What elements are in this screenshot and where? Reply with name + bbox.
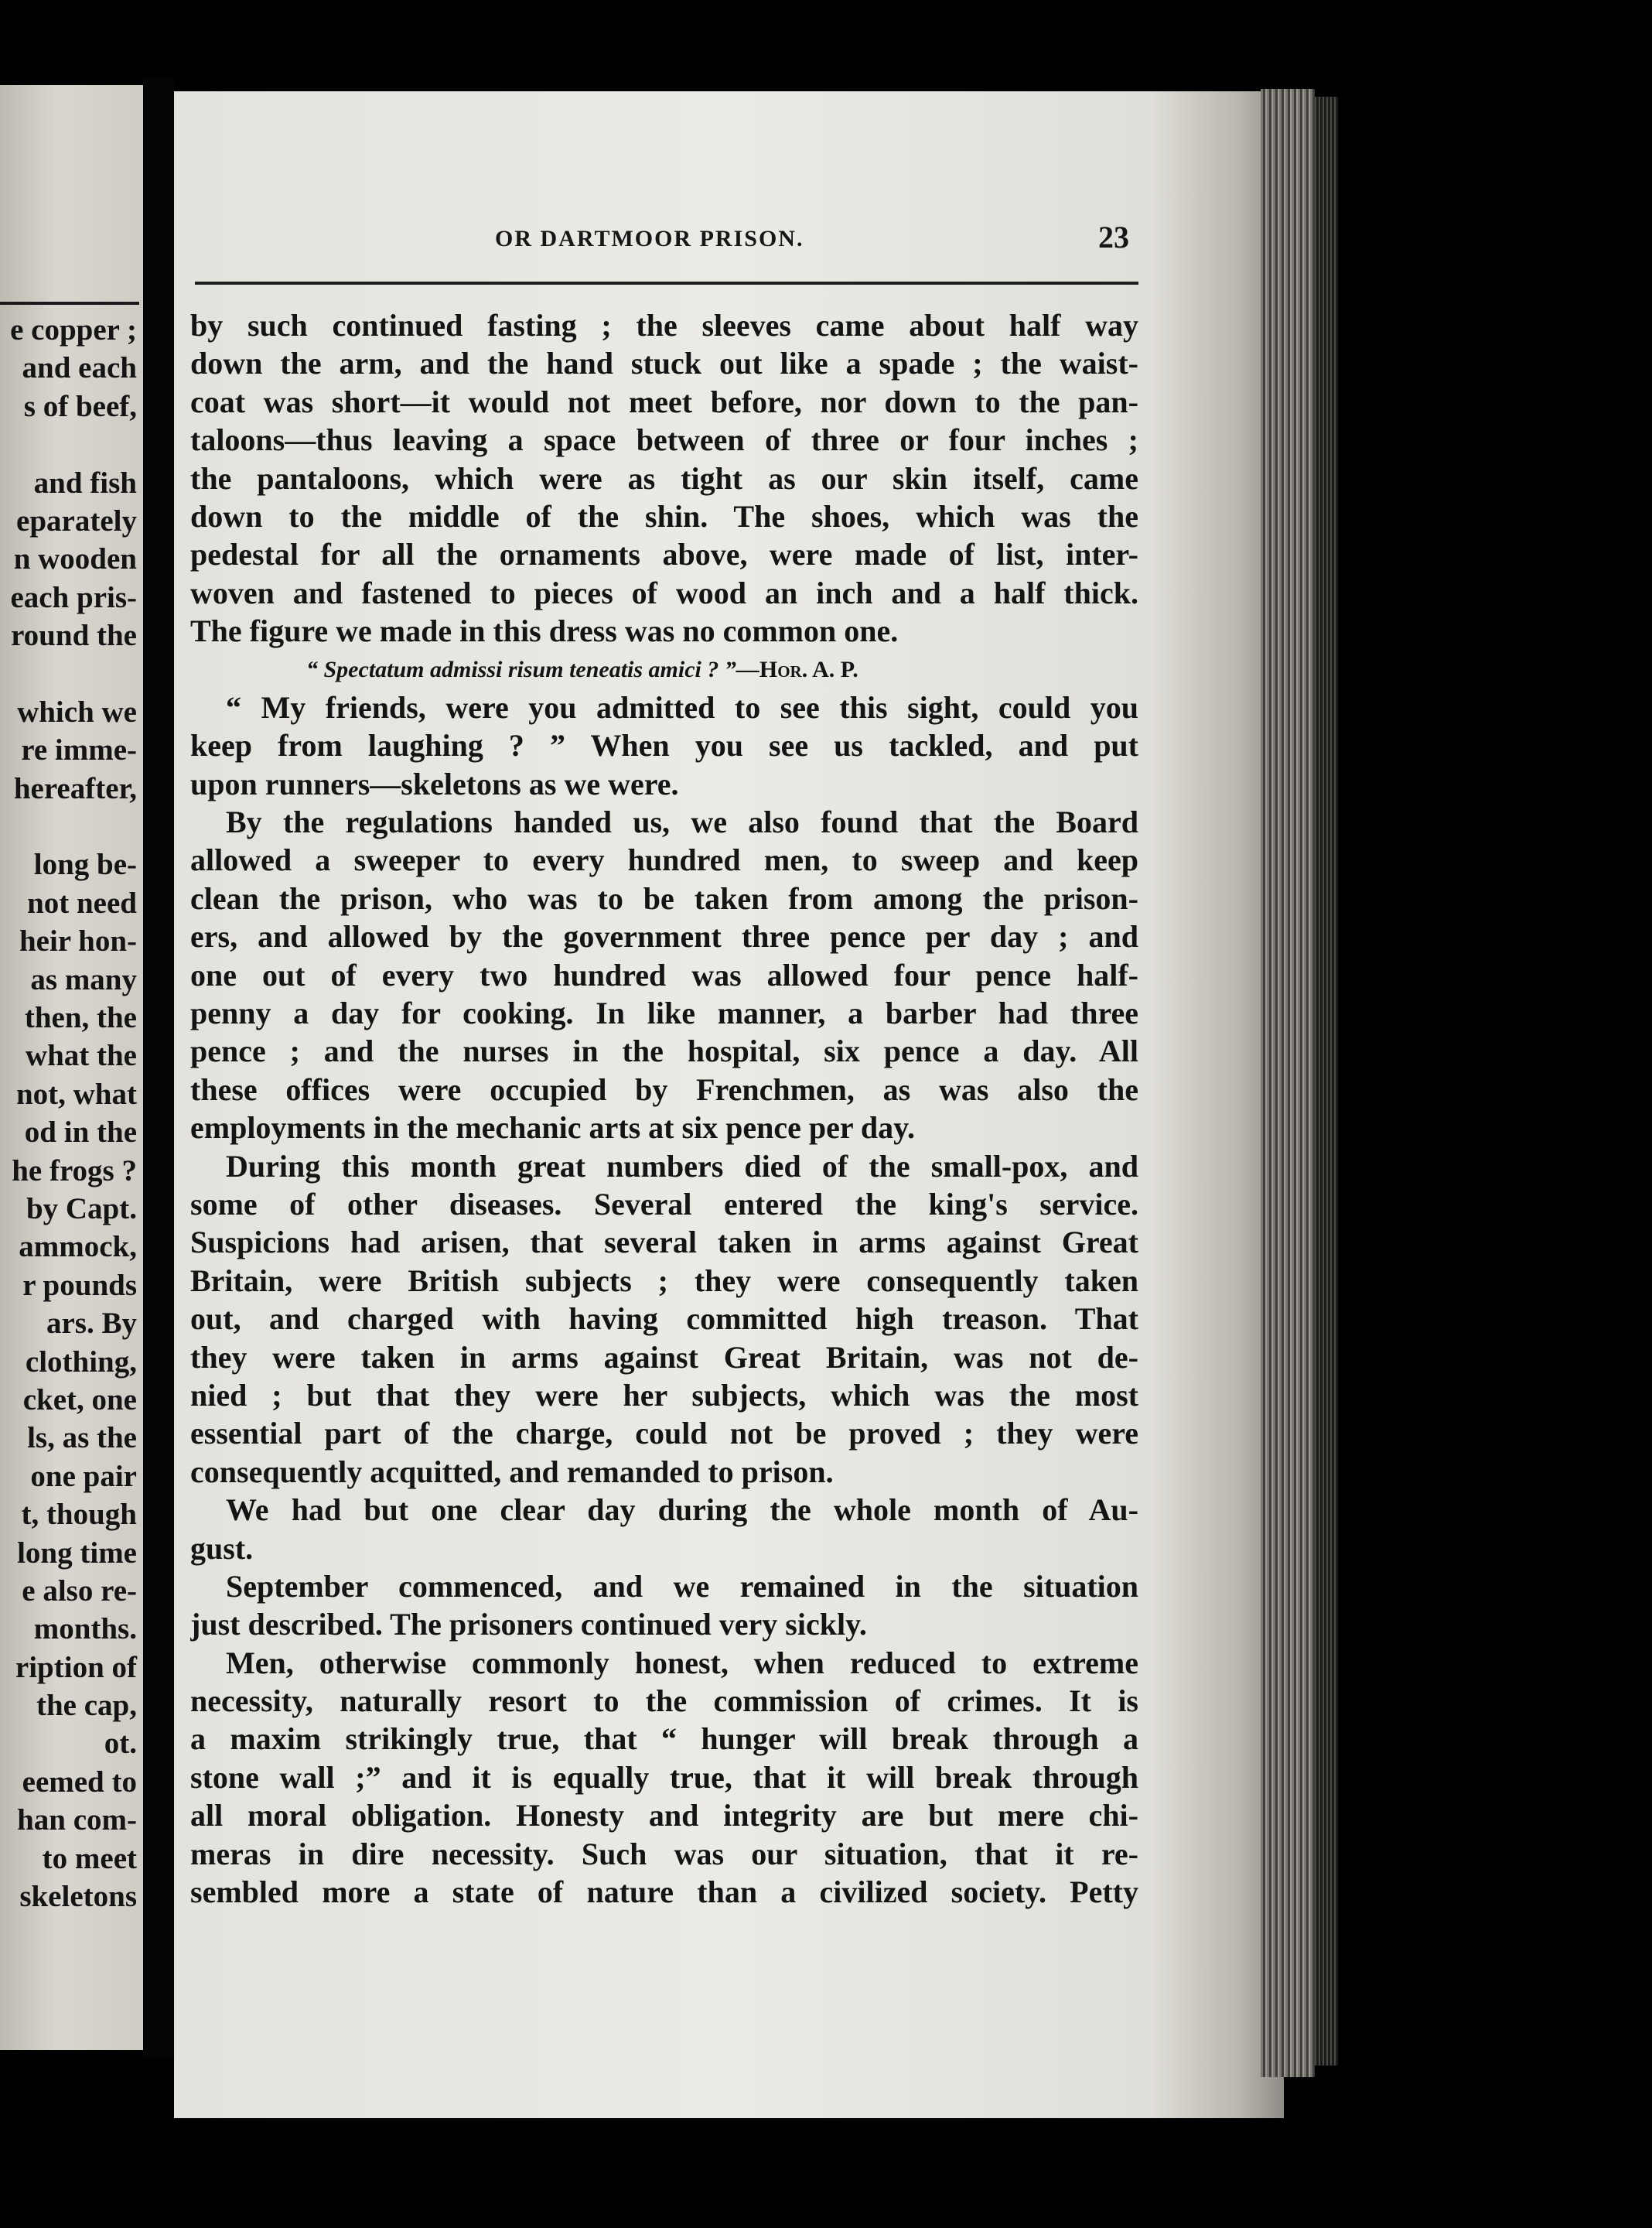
running-head: OR DARTMOOR PRISON. xyxy=(495,226,804,251)
previous-page-line: eemed to xyxy=(22,1765,137,1799)
text-line: essential part of the charge, could not be proved ; they were xyxy=(190,1416,1138,1451)
text-line: necessity, naturally resort to the commission of crimes. It is xyxy=(190,1683,1138,1719)
previous-page-line: s of beef, xyxy=(23,389,137,423)
previous-page-gap xyxy=(0,655,137,693)
text-line: “ My friends, were you admitted to see this sight, could you xyxy=(226,689,1138,725)
text-line: they were taken in arms against Great Britain, was not de- xyxy=(190,1339,1138,1375)
previous-page-line: ription of xyxy=(15,1650,137,1684)
text-line: these offices were occupied by Frenchmen, as was also the xyxy=(190,1071,1138,1107)
previous-page-line: then, the xyxy=(24,1001,137,1035)
previous-page-line: the cap, xyxy=(36,1689,137,1723)
latin-quotation-text: “ Spectatum admissi risum teneatis amici ? ”— xyxy=(306,656,759,682)
text-line: upon runners—skeletons as we were. xyxy=(190,766,679,801)
text-line: ers, and allowed by the government three pence per day ; and xyxy=(190,919,1138,955)
text-line: Britain, were British subjects ; they were consequently taken xyxy=(190,1263,1138,1298)
previous-page-line: e copper ; xyxy=(10,313,137,347)
previous-page-line: long time xyxy=(17,1536,137,1570)
text-line: consequently acquitted, and remanded to prison. xyxy=(190,1454,834,1489)
text-line: taloons—thus leaving a space between of three or four inches ; xyxy=(190,422,1138,458)
previous-page-gap xyxy=(0,808,137,846)
quotation-attribution: Hor. A. P. xyxy=(759,656,858,682)
previous-page-line: clothing, xyxy=(25,1345,137,1379)
previous-page-line: and fish xyxy=(33,466,137,500)
previous-page-line: n wooden xyxy=(13,542,137,576)
text-line: some of other diseases. Several entered the king's service. xyxy=(190,1186,1138,1222)
previous-page-line: r pounds xyxy=(22,1268,137,1302)
previous-page-line: he frogs ? xyxy=(12,1153,137,1187)
previous-page-line: to meet xyxy=(42,1841,137,1875)
previous-page-line: hereafter, xyxy=(13,771,137,805)
text-line: employments in the mechanic arts at six pence per day. xyxy=(190,1110,915,1146)
text-line: coat was short—it would not meet before, nor down to the pan- xyxy=(190,384,1138,419)
text-line: down to the middle of the shin. The shoes, which was the xyxy=(190,498,1138,534)
previous-page-rule xyxy=(0,302,139,305)
text-line: keep from laughing ? ” When you see us tackled, and put xyxy=(190,728,1138,764)
previous-page-line: each pris- xyxy=(10,580,137,614)
page-stack-edge-outer xyxy=(1315,97,1338,2066)
text-line: just described. The prisoners continued very sickly. xyxy=(190,1607,867,1642)
previous-page-fragment xyxy=(0,85,143,2050)
previous-page-line: which we xyxy=(17,695,137,729)
text-line: meras in dire necessity. Such was our situation, that it re- xyxy=(190,1836,1138,1871)
text-line: During this month great numbers died of the small-pox, and xyxy=(226,1148,1138,1184)
previous-page-line: ars. By xyxy=(46,1307,137,1341)
previous-page-line: od in the xyxy=(24,1116,137,1150)
previous-page-line: t, though xyxy=(21,1498,137,1532)
page-stack-edge xyxy=(1261,89,1315,2077)
page-number: 23 xyxy=(1098,220,1129,255)
text-line: clean the prison, who was to be taken from among the prison- xyxy=(190,880,1138,916)
text-line: all moral obligation. Honesty and integrity are but mere chi- xyxy=(190,1798,1138,1833)
previous-page-line: months. xyxy=(33,1612,137,1646)
text-line: one out of every two hundred was allowed four pence half- xyxy=(190,957,1138,993)
text-line: a maxim strikingly true, that “ hunger will break through a xyxy=(190,1721,1138,1757)
previous-page-line: not, what xyxy=(15,1077,137,1111)
previous-page-line: heir hon- xyxy=(19,924,137,959)
text-line: gust. xyxy=(190,1530,254,1566)
text-line: nied ; but that they were her subjects, which was the most xyxy=(190,1377,1138,1413)
page-body-text xyxy=(190,306,1138,1911)
text-line: sembled more a state of nature than a civilized society. Petty xyxy=(190,1874,1138,1910)
text-line: Men, otherwise commonly honest, when reduced to extreme xyxy=(226,1645,1138,1680)
book-gutter xyxy=(143,77,174,2058)
previous-page-line: one pair xyxy=(30,1459,137,1493)
text-line: By the regulations handed us, we also found that the Board xyxy=(226,805,1138,840)
previous-page-line: skeletons xyxy=(19,1880,137,1914)
previous-page-line: e also re- xyxy=(22,1574,137,1608)
previous-page-line: as many xyxy=(30,962,137,996)
text-line: pedestal for all the ornaments above, were made of list, inter- xyxy=(190,537,1138,572)
text-line: woven and fastened to pieces of wood an inch and a half thick. xyxy=(190,575,1138,610)
text-line: September commenced, and we remained in the situation xyxy=(226,1568,1138,1604)
text-line: pence ; and the nurses in the hospital, six pence a day. All xyxy=(190,1034,1138,1069)
previous-page-line: cket, one xyxy=(22,1382,137,1416)
latin-quotation xyxy=(190,651,1138,689)
text-line: out, and charged with having committed high treason. That xyxy=(190,1301,1138,1337)
previous-page-line: long be- xyxy=(33,848,137,882)
previous-page-line: round the xyxy=(11,619,137,653)
previous-page-line: what the xyxy=(25,1039,137,1073)
text-line: the pantaloons, which were as tight as our skin itself, came xyxy=(190,460,1138,496)
previous-page-line: re imme- xyxy=(21,733,137,767)
header-rule xyxy=(195,282,1138,285)
text-line: penny a day for cooking. In like manner, a barber had three xyxy=(190,996,1138,1031)
text-line: down the arm, and the hand stuck out like a spade ; the waist- xyxy=(190,346,1138,381)
text-line: stone wall ;” and it is equally true, that it will break through xyxy=(190,1759,1138,1795)
previous-page-line: ammock, xyxy=(19,1230,137,1264)
previous-page-line: ot. xyxy=(104,1727,137,1761)
text-line: We had but one clear day during the whole month of Au- xyxy=(226,1492,1138,1528)
previous-page-line: not need xyxy=(27,886,137,920)
text-line: Suspicions had arisen, that several taken in arms against Great xyxy=(190,1225,1138,1260)
previous-page-line: han com- xyxy=(17,1803,137,1837)
previous-page-line: ls, as the xyxy=(27,1421,137,1455)
previous-page-text xyxy=(0,311,137,1915)
text-line: allowed a sweeper to every hundred men, to sweep and keep xyxy=(190,842,1138,878)
text-line: by such continued fasting ; the sleeves came about half way xyxy=(190,308,1138,343)
previous-page-line: eparately xyxy=(16,504,137,538)
previous-page-line: by Capt. xyxy=(26,1191,137,1225)
previous-page-line: and each xyxy=(22,351,137,385)
previous-page-gap xyxy=(0,425,137,463)
text-line: The figure we made in this dress was no common one. xyxy=(190,613,899,649)
